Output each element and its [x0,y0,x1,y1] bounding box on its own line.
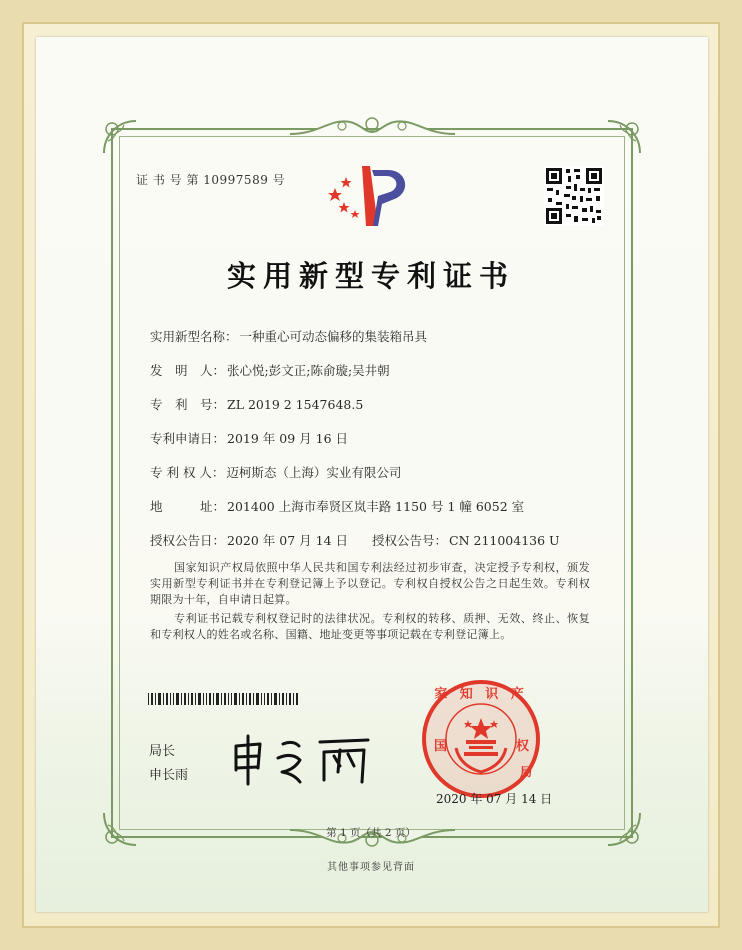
footer-note: 其他事项参见背面 [327,862,415,873]
top-ornament-icon [290,112,455,142]
filing-date-row [150,429,348,447]
address-row [150,497,524,515]
address: 201400 上海市奉贤区岚丰路 1150 号 1 幢 6052 室 [227,499,525,514]
svg-text:权: 权 [516,739,530,754]
seal-date: 2020 年 07 月 14 日 [436,792,553,806]
grant-statement: 国家知识产权局依照中华人民共和国专利法经过初步审查，决定授予专利权，颁发实用新型专利证书并在专利登记簿上予以登记。专利权自授权公告之日起生效。专利权期限为十年，自申请日起算。 [150,561,590,606]
announcement-number-row [372,531,560,549]
corner-ornament-icon [604,117,644,157]
patent-office-logo-icon [326,160,418,232]
legal-status-statement: 专利证书记载专利权登记时的法律状况。专利权的转移、质押、无效、终止、恢复和专利权人的姓名或名称、国籍、地址变更等事项记载在专利登记簿上。 [150,612,590,641]
certificate-title: 实用新型专利证书 [226,259,515,293]
svg-text:家 知 识 产: 家 知 识 产 [434,687,528,702]
handwritten-signature-icon [228,732,378,787]
announcement-date: 2020 年 07 月 14 日 [227,533,349,548]
filing-date-label: 专利申请日： [150,431,226,446]
utility-model-name: 一种重心可动态偏移的集装箱吊具 [239,329,428,344]
address-label: 地 址： [150,499,226,514]
page-number: 第 1 页（共 2 页） [326,827,416,839]
barcode-icon [148,693,298,705]
announcement-number-label: 授权公告号： [372,533,448,548]
announcement-number: CN 211004136 U [449,533,560,548]
svg-text:局: 局 [520,765,533,779]
inventors-label: 发 明 人： [150,363,226,378]
chief-title: 局长 [149,744,176,759]
announcement-date-row [150,531,348,549]
filing-date: 2019 年 09 月 16 日 [227,431,349,446]
certificate-number: 证 书 号 第 10997589 号 [136,173,286,187]
chief-name: 申长雨 [149,768,189,783]
patentee-row [150,463,401,481]
patentee: 迈柯斯态（上海）实业有限公司 [226,465,402,480]
patentee-label: 专 利 权 人： [150,465,225,480]
patent-number-row [150,395,363,413]
inventors-row [150,361,390,379]
patent-number: ZL 2019 2 1547648.5 [227,397,364,412]
qr-code-icon [544,166,604,226]
utility-model-name-label: 实用新型名称： [150,329,238,344]
svg-text:国: 国 [434,739,448,754]
utility-model-name-row [150,327,427,345]
patent-number-label: 专 利 号： [150,397,226,412]
official-seal-icon [420,678,542,800]
announcement-date-label: 授权公告日： [150,533,226,548]
certificate-inner-border [119,136,625,830]
inventors: 张心悦;彭文正;陈俞璇;吴井朝 [227,363,390,378]
corner-ornament-icon [100,117,140,157]
